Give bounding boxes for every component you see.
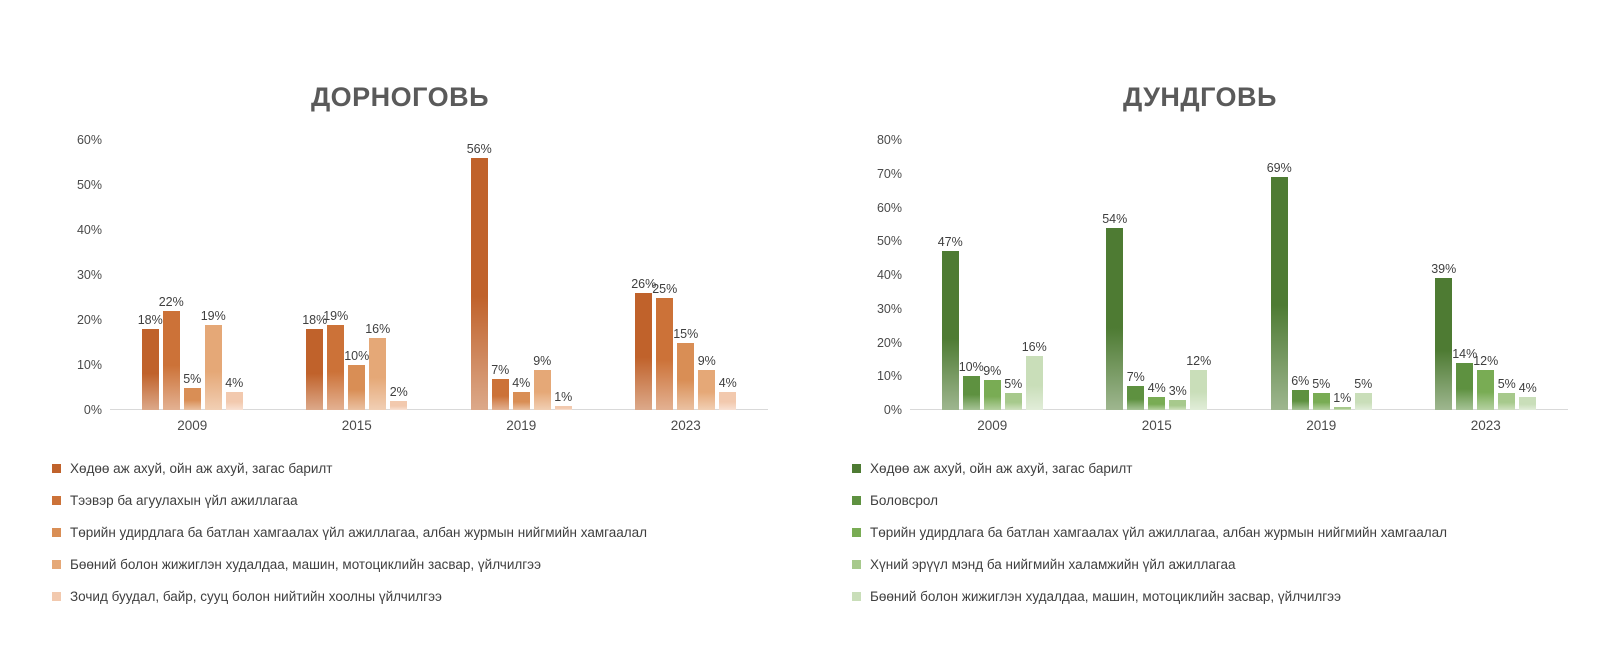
- legend-label: Хөдөө аж ахуй, ойн аж ахуй, загас барилт: [870, 460, 1133, 476]
- x-tick-label: 2023: [670, 418, 701, 433]
- y-tick-label: 70%: [876, 166, 902, 181]
- bar[interactable]: [1148, 397, 1165, 411]
- bar-value-label: 6%: [1291, 373, 1310, 388]
- bar-group: [1239, 140, 1404, 410]
- legend-label: Бөөний болон жижиглэн худалдаа, машин, мотоциклийн засвар, үйлчилгээ: [70, 556, 541, 572]
- bar-wrap: [1354, 377, 1373, 410]
- bar[interactable]: [205, 325, 222, 411]
- bar-wrap: [1021, 340, 1047, 410]
- legend-left: [52, 452, 792, 612]
- bar-wrap: [1186, 353, 1212, 411]
- bar[interactable]: [1355, 393, 1372, 410]
- bar-wrap: [491, 362, 510, 411]
- legend-swatch-icon: [852, 592, 861, 601]
- bar[interactable]: [369, 338, 386, 410]
- y-tick-label: 20%: [76, 313, 102, 327]
- bar-value-label: 69%: [1266, 161, 1292, 176]
- bar-value-label: 3%: [1168, 383, 1187, 398]
- legend-item[interactable]: [852, 516, 1592, 548]
- bar-wrap: [631, 277, 657, 410]
- bar-value-label: 19%: [200, 308, 226, 323]
- bar[interactable]: [698, 370, 715, 411]
- y-tick-label: 40%: [876, 268, 902, 282]
- bar[interactable]: [677, 343, 694, 411]
- legend-swatch-icon: [52, 592, 61, 601]
- x-tick-label: 2023: [1470, 418, 1501, 433]
- chart-title-left: ДОРНОГОВЬ: [310, 82, 490, 112]
- bar[interactable]: [327, 325, 344, 411]
- legend-label: Тээвэр ба агуулахын үйл ажиллагаа: [70, 492, 298, 508]
- legend-label: Боловсрол: [870, 492, 938, 508]
- bar[interactable]: [1435, 278, 1452, 410]
- x-tick-label: 2015: [341, 418, 372, 433]
- bar-wrap: [302, 313, 328, 410]
- bar[interactable]: [719, 392, 736, 410]
- bar[interactable]: [1456, 363, 1473, 410]
- bar-value-label: 22%: [158, 295, 184, 309]
- y-tick-label: 0%: [883, 403, 902, 417]
- bar-wrap: [652, 281, 678, 411]
- bar-wrap: [1312, 377, 1331, 410]
- bar-value-label: 1%: [554, 389, 573, 404]
- bar-value-label: 1%: [1333, 390, 1352, 405]
- y-tick-label: 10%: [876, 369, 902, 384]
- bar-value-label: 9%: [697, 353, 716, 368]
- plot-area-right: [862, 133, 1568, 417]
- bar-wrap: [937, 235, 963, 410]
- legend-item[interactable]: [852, 484, 1592, 516]
- bar[interactable]: [1169, 400, 1186, 410]
- bar-wrap: [958, 360, 984, 410]
- bar-value-label: 56%: [466, 142, 492, 156]
- bar-value-label: 12%: [1186, 353, 1212, 368]
- y-tick-label: 30%: [876, 301, 902, 316]
- bar[interactable]: [1026, 356, 1043, 410]
- bar[interactable]: [1477, 370, 1494, 411]
- legend-right: [852, 452, 1592, 612]
- bar-wrap: [200, 308, 226, 411]
- bar-value-label: 39%: [1431, 262, 1457, 277]
- legend-swatch-icon: [52, 464, 61, 473]
- bar-wrap: [554, 389, 573, 411]
- legend-item[interactable]: [852, 548, 1592, 580]
- bar[interactable]: [184, 388, 201, 411]
- x-tick-label: 2009: [177, 418, 208, 433]
- bar-wrap: [983, 363, 1002, 410]
- y-tick-label: 30%: [76, 268, 102, 282]
- bar-group: [439, 140, 604, 410]
- bar-group: [1075, 140, 1240, 410]
- bar[interactable]: [1005, 393, 1022, 410]
- bar-wrap: [1431, 262, 1457, 410]
- bar-group: [1404, 140, 1569, 410]
- y-tick-label: 60%: [876, 200, 902, 215]
- x-tick-label: 2019: [1306, 418, 1337, 433]
- bar-value-label: 5%: [1497, 377, 1516, 392]
- bar[interactable]: [390, 401, 407, 410]
- bar-group: [604, 140, 769, 410]
- bar-wrap: [389, 385, 408, 410]
- bar-value-label: 54%: [1102, 211, 1128, 226]
- bar-wrap: [1168, 383, 1187, 410]
- legend-swatch-icon: [852, 560, 861, 569]
- bar[interactable]: [1271, 177, 1288, 410]
- bar-value-label: 47%: [937, 235, 963, 250]
- y-tick-label: 20%: [876, 335, 902, 350]
- bar-value-label: 9%: [533, 353, 552, 368]
- legend-swatch-icon: [52, 560, 61, 569]
- bar-wrap: [1126, 370, 1145, 410]
- bar-wrap: [697, 353, 716, 411]
- bar-wrap: [158, 295, 184, 410]
- bar-value-label: 10%: [958, 360, 984, 375]
- bar-wrap: [1518, 380, 1537, 411]
- bar-group: [910, 140, 1075, 410]
- bar-wrap: [466, 142, 492, 410]
- bar[interactable]: [555, 406, 572, 411]
- y-tick-label: 50%: [76, 178, 102, 192]
- bar-group: [110, 140, 275, 410]
- bar-value-label: 7%: [1126, 370, 1145, 385]
- bar-wrap: [512, 376, 531, 410]
- bar[interactable]: [142, 329, 159, 410]
- plot-area-left: [62, 133, 768, 417]
- legend-label: Зочид буудал, байр, сууц болон нийтийн хоолны үйлчилгээ: [70, 588, 442, 604]
- y-tick-label: 0%: [83, 403, 102, 417]
- bar-wrap: [1497, 377, 1516, 410]
- x-tick-label: 2009: [977, 418, 1008, 433]
- legend-item[interactable]: [52, 580, 792, 612]
- bar-value-label: 5%: [1004, 377, 1023, 392]
- bar-value-label: 5%: [1354, 377, 1373, 392]
- bar[interactable]: [1127, 386, 1144, 410]
- legend-swatch-icon: [52, 496, 61, 505]
- bar[interactable]: [942, 251, 959, 410]
- legend-swatch-icon: [852, 464, 861, 473]
- bar-value-label: 7%: [491, 362, 510, 377]
- x-axis-labels-right: [910, 418, 1568, 442]
- bar-value-label: 4%: [718, 376, 737, 390]
- bar-wrap: [365, 322, 391, 410]
- bar-value-label: 9%: [983, 363, 1002, 378]
- bar[interactable]: [984, 380, 1001, 410]
- legend-label: Бөөний болон жижиглэн худалдаа, машин, мотоциклийн засвар, үйлчилгээ: [870, 588, 1341, 604]
- bar[interactable]: [163, 311, 180, 410]
- bar[interactable]: [492, 379, 509, 411]
- legend-swatch-icon: [852, 496, 861, 505]
- bar-value-label: 16%: [1021, 340, 1047, 354]
- bar-wrap: [1452, 346, 1478, 410]
- bar[interactable]: [1498, 393, 1515, 410]
- y-tick-label: 40%: [76, 223, 102, 237]
- x-tick-label: 2015: [1141, 418, 1172, 433]
- y-axis-left: [62, 133, 110, 417]
- bar-wrap: [344, 349, 370, 410]
- bar-value-label: 5%: [1312, 377, 1331, 392]
- bar-wrap: [1102, 211, 1128, 410]
- x-axis-labels-left: [110, 418, 768, 442]
- bar[interactable]: [963, 376, 980, 410]
- legend-swatch-icon: [852, 528, 861, 537]
- x-tick-label: 2019: [506, 418, 537, 433]
- y-tick-label: 60%: [76, 133, 102, 147]
- bar-value-label: 26%: [631, 277, 657, 291]
- bar[interactable]: [306, 329, 323, 410]
- y-tick-label: 10%: [76, 358, 102, 372]
- legend-label: Хөдөө аж ахуй, ойн аж ахуй, загас барилт: [70, 460, 333, 476]
- bar-wrap: [183, 371, 202, 411]
- bar-wrap: [323, 308, 349, 411]
- legend-item[interactable]: [852, 580, 1592, 612]
- bar-value-label: 16%: [365, 322, 391, 336]
- bar[interactable]: [1292, 390, 1309, 410]
- legend-item[interactable]: [52, 452, 792, 484]
- legend-swatch-icon: [52, 528, 61, 537]
- bar-wrap: [1291, 373, 1310, 410]
- bar-value-label: 4%: [1147, 380, 1166, 395]
- bar-value-label: 14%: [1452, 346, 1478, 361]
- bar-value-label: 12%: [1473, 353, 1499, 368]
- bar-value-label: 15%: [673, 326, 699, 341]
- bar[interactable]: [1106, 228, 1123, 410]
- bar-wrap: [1333, 390, 1352, 410]
- bar-value-label: 4%: [1518, 380, 1537, 395]
- bar-wrap: [718, 376, 737, 410]
- bar[interactable]: [226, 392, 243, 410]
- bar[interactable]: [1190, 370, 1207, 411]
- bar-value-label: 10%: [344, 349, 370, 363]
- legend-item[interactable]: [852, 452, 1592, 484]
- bars-area-right: [910, 140, 1568, 410]
- bar[interactable]: [635, 293, 652, 410]
- bar-value-label: 2%: [389, 385, 408, 399]
- bar[interactable]: [471, 158, 488, 410]
- bar-wrap: [1473, 353, 1499, 411]
- bar-value-label: 4%: [512, 376, 531, 390]
- bar-wrap: [1004, 377, 1023, 410]
- bar[interactable]: [1334, 407, 1351, 410]
- bar-value-label: 4%: [225, 376, 244, 390]
- bar[interactable]: [513, 392, 530, 410]
- legend-item[interactable]: [52, 484, 792, 516]
- chart-panel-dundgovi: [800, 0, 1600, 670]
- bar-wrap: [533, 353, 552, 411]
- bar-group: [275, 140, 440, 410]
- bar-wrap: [1266, 161, 1292, 410]
- bars-area-left: [110, 140, 768, 410]
- bar-value-label: 25%: [652, 281, 678, 296]
- legend-item[interactable]: [52, 548, 792, 580]
- legend-item[interactable]: [52, 516, 792, 548]
- legend-label: Хүний эрүүл мэнд ба нийгмийн халамжийн үйл ажиллагаа: [870, 556, 1236, 572]
- bar-wrap: [673, 326, 699, 411]
- bar[interactable]: [1519, 397, 1536, 411]
- bar[interactable]: [656, 298, 673, 411]
- bar-wrap: [1147, 380, 1166, 411]
- bar[interactable]: [348, 365, 365, 410]
- bar-value-label: 18%: [137, 313, 163, 327]
- y-tick-label: 80%: [876, 133, 902, 147]
- legend-label: Төрийн удирдлага ба батлан хамгаалах үйл ажиллагаа, албан журмын нийгмийн хамгаалал: [70, 524, 648, 540]
- legend-label: Төрийн удирдлага ба батлан хамгаалах үйл ажиллагаа, албан журмын нийгмийн хамгаалал: [870, 524, 1448, 540]
- bar[interactable]: [1313, 393, 1330, 410]
- bar-value-label: 19%: [323, 308, 349, 323]
- bar-value-label: 5%: [183, 371, 202, 386]
- y-axis-right: [862, 133, 910, 417]
- bar-wrap: [225, 376, 244, 410]
- bar-value-label: 18%: [302, 313, 328, 327]
- bar-wrap: [137, 313, 163, 410]
- y-tick-label: 50%: [876, 234, 902, 249]
- bar[interactable]: [534, 370, 551, 411]
- chart-title-right: ДУНДГОВЬ: [1123, 82, 1277, 112]
